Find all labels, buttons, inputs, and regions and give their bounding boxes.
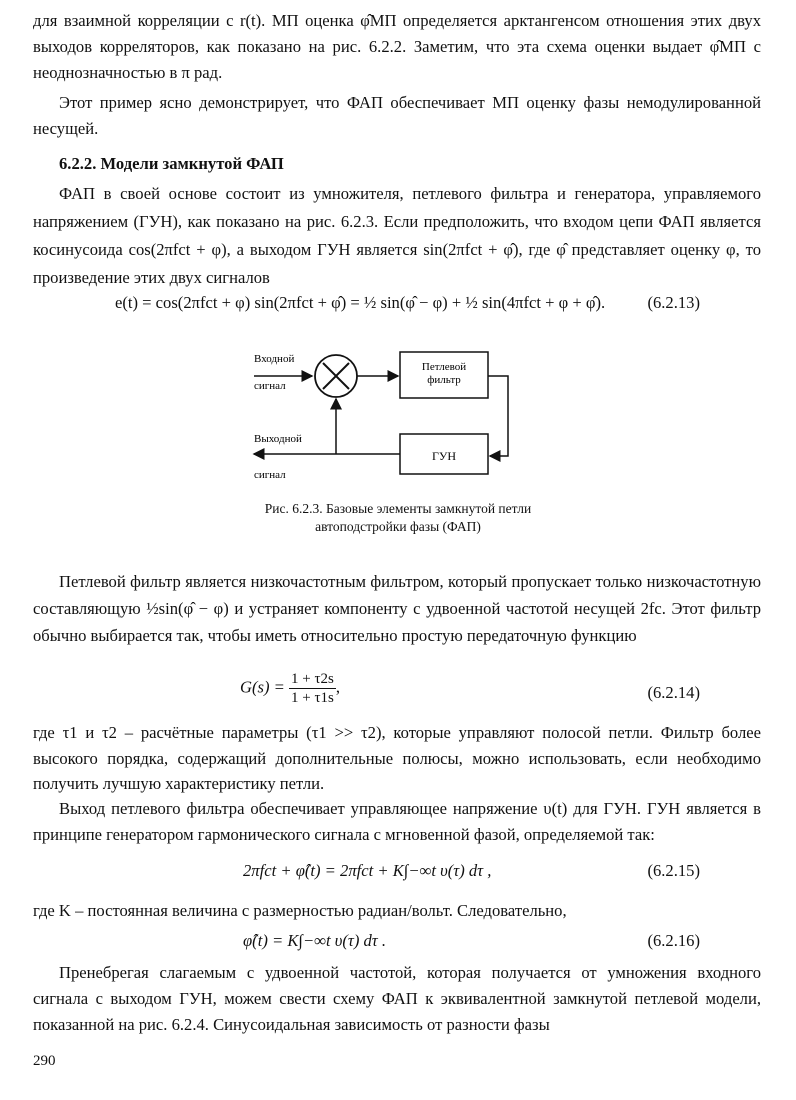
eq14-numerator: 1 + τ2s: [291, 671, 334, 687]
equation-number-6-2-16: (6.2.16): [647, 931, 700, 950]
paragraph-8: Пренебрегая слагаемым с удвоенной частотой, которая получается от умножения входного сигнала с выходом ГУН, можем свести схему ФАП к эквивалентной замкнутой петлевой модели, показанной на рис. 6.2.4. Синусоидальная зависимость от разности фазы: [33, 963, 761, 1034]
output-label-1: Выходной: [254, 433, 302, 445]
input-label-1: Входной: [254, 353, 295, 365]
equation-6-2-13: e(t) = cos(2πfct + φ) sin(2πfct + φ̂) = ½ sin(φ̂ − φ) + ½ sin(4πfct + φ + φ̂).: [115, 293, 606, 312]
eq14-denominator: 1 + τ1s: [291, 690, 334, 706]
equation-6-2-14: G(s) = $\frac{1 + \tau 2s}{1 + \tau 1s}$ ,: [240, 671, 340, 706]
figure-caption-line-2: автоподстройки фазы (ФАП): [315, 519, 481, 534]
equation-6-2-15: 2πfct + φ̂(t) = 2πfct + K∫−∞t υ(τ) dτ ,: [243, 861, 492, 880]
paragraph-2: Этот пример ясно демонстрирует, что ФАП обеспечивает МП оценку фазы немодулированной несущей.: [33, 93, 761, 138]
paragraph-6: Выход петлевого фильтра обеспечивает управляющее напряжение υ(t) для ГУН. ГУН является в принципе генератором гармонического сигнала с мгновенной фазой, определяемой так:: [33, 799, 761, 844]
paragraph-1: для взаимной корреляции с r(t). МП оценка φ̂МП определяется арктангенсом отношения этих двух выходов корреляторов, как показано на рис. 6.2.2. Заметим, что эта схема оценки выдает φ̂МП с неоднозначностью в π рад.: [33, 11, 761, 82]
paragraph-5: где τ1 и τ2 – расчётные параметры (τ1 >> τ2), которые управляют полосой петли. Фильтр более высокого порядка, содержащий дополнительные полюсы, можно использовать, если необходимо получить лучшую характеристику петли.: [33, 723, 761, 793]
paragraph-3: ФАП в своей основе состоит из умножителя, петлевого фильтра и генератора, управляемого напряжением (ГУН), как показано на рис. 6.2.3. Если предположить, что входом цепи ФАП является косинусоида cos(2πfct + φ), а выходом ГУН является sin(2πfct + φ̂), где φ̂ представляет оценку φ, то произведение этих двух сигналов: [33, 184, 761, 287]
section-heading: 6.2.2. Модели замкнутой ФАП: [59, 154, 284, 173]
paragraph-7: где K – постоянная величина с размерностью радиан/вольт. Следовательно,: [33, 901, 567, 920]
eq14-lhs: G(s) =: [240, 677, 285, 697]
equation-6-2-16: φ̂(t) = K∫−∞t υ(τ) dτ .: [243, 931, 387, 950]
equation-number-6-2-14: (6.2.14): [647, 683, 700, 702]
input-label-2: сигнал: [254, 380, 286, 392]
eq14-fraction: [289, 670, 336, 707]
equation-number-6-2-15: (6.2.15): [647, 861, 700, 880]
paragraph-4: Петлевой фильтр является низкочастотным фильтром, который пропускает только низкочастотную составляющую ½sin(φ̂ − φ) и устраняет компоненту с удвоенной частотой несущей 2fc. Этот фильтр обычно выбирается так, чтобы иметь относительно простую передаточную функцию: [33, 572, 761, 645]
output-label-2: сигнал: [254, 469, 286, 481]
filter-to-vco-arrow: [488, 376, 508, 456]
vco-label: ГУН: [431, 449, 457, 463]
figure-caption-line-1: Рис. 6.2.3. Базовые элементы замкнутой петли: [264, 501, 532, 516]
pll-block-diagram: [240, 338, 540, 488]
page-number: 290: [33, 1053, 56, 1069]
filter-label-1: Петлевой: [421, 361, 467, 373]
equation-number-6-2-13: (6.2.13): [647, 293, 700, 312]
filter-label-2: фильтр: [427, 374, 461, 386]
